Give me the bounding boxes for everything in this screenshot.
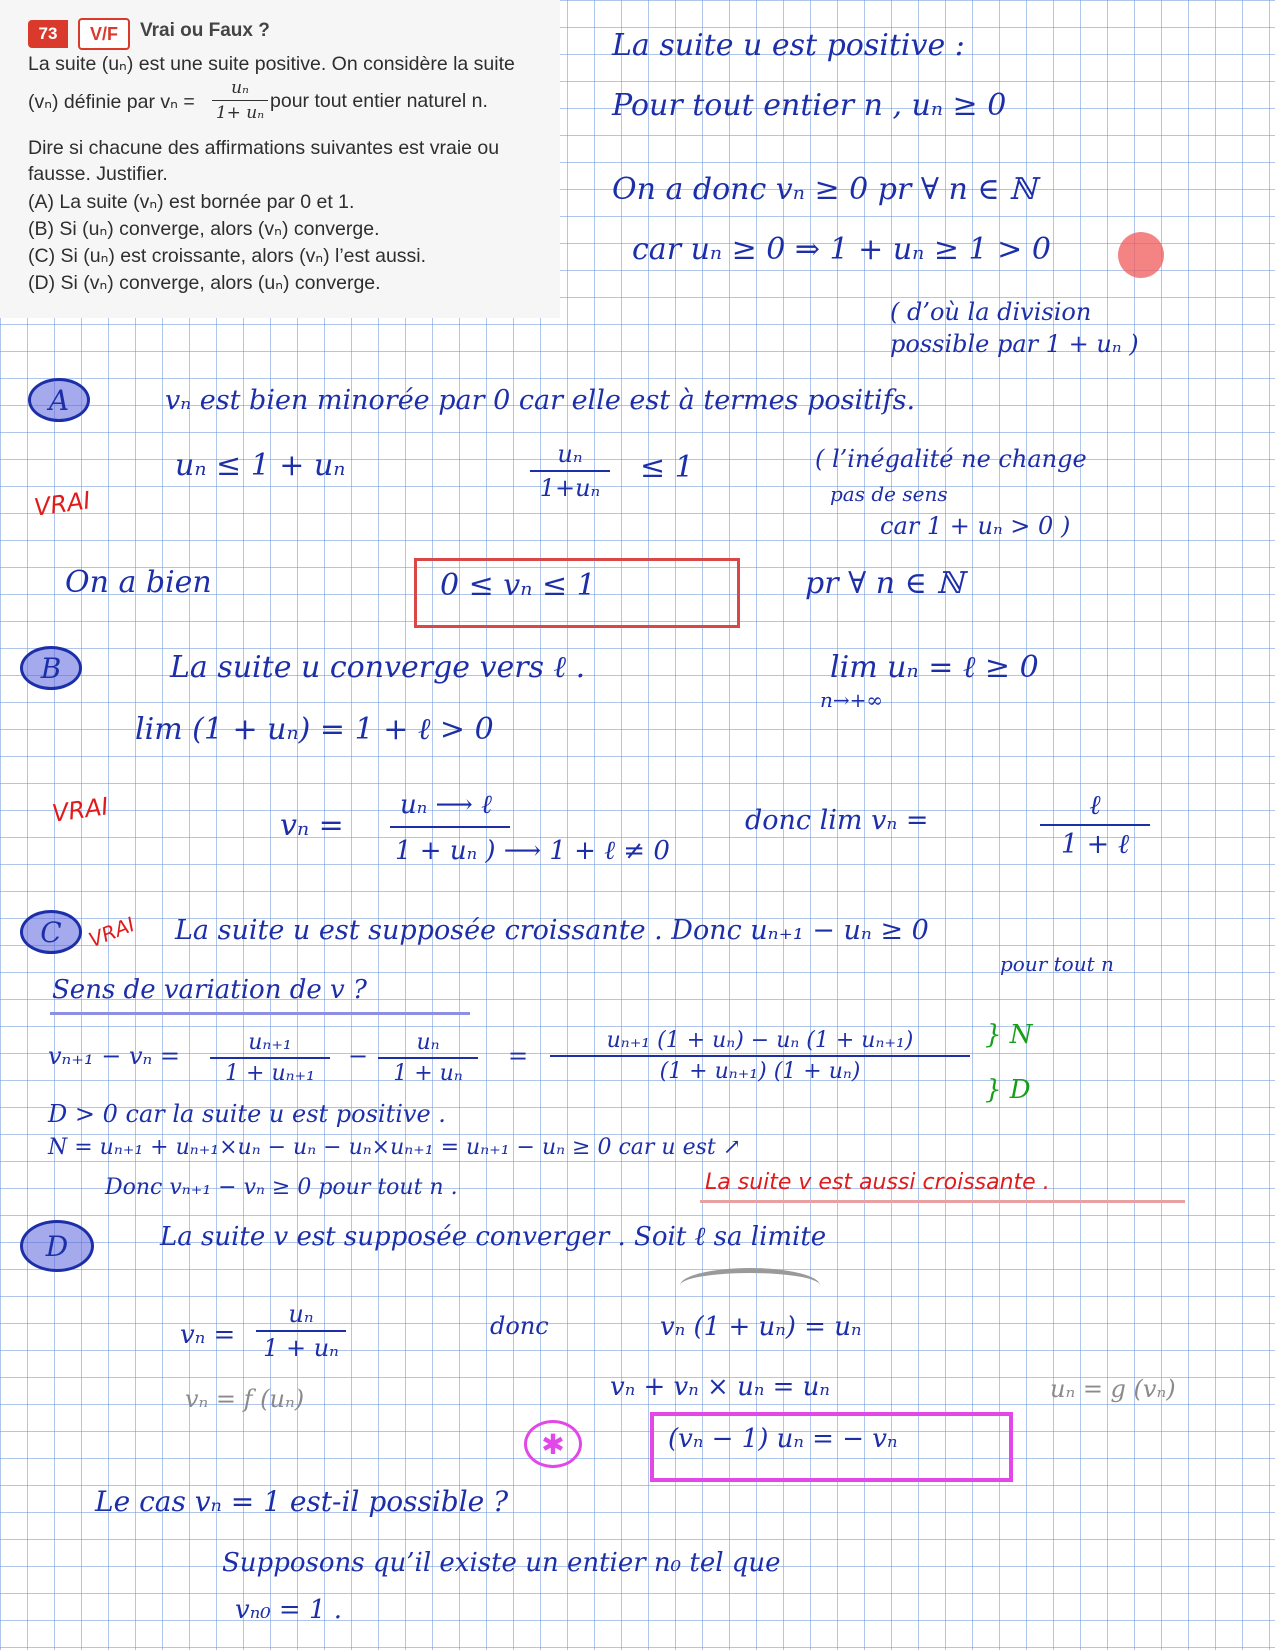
exercise-box (0, 0, 560, 318)
d-fraction (256, 1300, 346, 1362)
exercise-fraction (212, 78, 268, 123)
a-verdict: VRAI (32, 486, 93, 522)
c-f3-den: (1 + uₙ₊₁) (1 + uₙ) (659, 1059, 861, 1084)
a-fraction (530, 440, 610, 502)
d-suppose: Supposons qu’il existe un entier n₀ tel que (222, 1548, 781, 1578)
note-for-all-n: Pour tout entier n , uₙ ≥ 0 (612, 88, 1007, 123)
fraction-bar (378, 1057, 478, 1059)
c-f1-den: 1 + uₙ₊₁ (225, 1061, 315, 1086)
c-f2-num: uₙ (416, 1030, 440, 1055)
d-product: vₙ (1 + uₙ) = uₙ (660, 1312, 862, 1342)
c-minus: − (348, 1042, 369, 1070)
exercise-line-4: fausse. Justifier. (28, 163, 168, 185)
d-f-of-u: vₙ = f (uₙ) (185, 1385, 305, 1413)
fraction-bar (530, 470, 610, 472)
c-result-underline (700, 1200, 1185, 1203)
c-equals: = (508, 1042, 529, 1070)
b-result-fraction (1040, 790, 1150, 860)
exercise-line-3: Dire si chacune des affirmations suivantes est vraie ou (28, 137, 500, 159)
d-question: Le cas vₙ = 1 est-il possible ? (95, 1485, 509, 1518)
d-v-equals: vₙ = (180, 1320, 236, 1350)
c-N-expansion: N = uₙ₊₁ + uₙ₊₁×uₙ − uₙ − uₙ×uₙ₊₁ = uₙ₊₁ − uₙ ≥ 0 car u est ↗ (48, 1135, 742, 1160)
note-division-2: possible par 1 + uₙ ) (890, 330, 1139, 358)
exercise-line-1: La suite (uₙ) est une suite positive. On considère la suite (28, 53, 515, 75)
d-fraction-den: 1 + uₙ (263, 1334, 339, 1362)
b-converges: La suite u converge vers ℓ . (170, 650, 586, 685)
a-for-all: pr ∀ n ∈ ℕ (805, 566, 964, 601)
d-fraction-num: uₙ (288, 1300, 314, 1328)
section-b-marker: B (20, 646, 82, 690)
b-lim-v: donc lim vₙ = (745, 805, 929, 836)
section-d-marker: D (20, 1220, 94, 1272)
d-converges: La suite v est supposée converger . Soit ℓ sa limite (160, 1222, 827, 1252)
c-fraction-3 (550, 1028, 970, 1084)
d-g-of-v: uₙ = g (vₙ) (1050, 1375, 1176, 1403)
d-expand: vₙ + vₙ × uₙ = uₙ (610, 1372, 830, 1402)
statement-a: (A) La suite (vₙ) est bornée par 0 et 1. (28, 191, 355, 213)
c-conclusion: Donc vₙ₊₁ − vₙ ≥ 0 pour tout n . (105, 1175, 458, 1200)
a-fraction-num: uₙ (557, 440, 583, 468)
c-for-all: pour tout n (1000, 952, 1114, 976)
c-f1-num: uₙ₊₁ (248, 1030, 292, 1055)
c-diff-left: vₙ₊₁ − vₙ = (48, 1042, 180, 1070)
d-v-n0: vₙ₀ = 1 . (235, 1595, 343, 1625)
c-fraction-1 (210, 1030, 330, 1086)
fraction-bar (390, 826, 510, 828)
b-limit-sub: n→+∞ (820, 688, 884, 712)
c-increasing: La suite u est supposée croissante . Donc uₙ₊₁ − uₙ ≥ 0 (175, 915, 929, 946)
c-verdict: VRAI (85, 912, 138, 952)
note-because: car uₙ ≥ 0 ⇒ 1 + uₙ ≥ 1 > 0 (632, 232, 1051, 267)
note-u-positive: La suite u est positive : (612, 28, 965, 63)
b-result-den: 1 + ℓ (1060, 829, 1130, 860)
statement-d: (D) Si (vₙ) converge, alors (uₙ) converge. (28, 272, 381, 294)
b-limit-u: lim uₙ = ℓ ≥ 0 (830, 650, 1039, 685)
fraction-bar (550, 1055, 970, 1057)
highlight-dot (1118, 232, 1164, 278)
note-division-1: ( d’où la division (890, 298, 1092, 326)
fraction-bar (256, 1330, 346, 1332)
note-v-nonnegative: On a donc vₙ ≥ 0 pr ∀ n ∈ ℕ (612, 172, 1037, 207)
b-result-num: ℓ (1089, 790, 1101, 821)
section-c-marker: C (20, 910, 82, 954)
c-variation-title: Sens de variation de v ? (52, 975, 367, 1005)
a-minorated: vₙ est bien minorée par 0 car elle est à termes positifs. (165, 385, 916, 416)
exercise-fraction-den: 1+ uₙ (215, 103, 265, 123)
b-num: uₙ ⟶ ℓ (400, 790, 492, 820)
star-marker: ✱ (524, 1420, 582, 1468)
exercise-line-2-after: pour tout entier naturel n. (270, 90, 488, 112)
exercise-fraction-num: uₙ (231, 78, 249, 98)
b-limit-sum: lim (1 + uₙ) = 1 + ℓ > 0 (135, 712, 494, 747)
b-verdict: VRAI (50, 792, 111, 828)
d-result: (vₙ − 1) uₙ = − vₙ (668, 1424, 898, 1454)
b-den: 1 + uₙ ) ⟶ 1 + ℓ ≠ 0 (395, 836, 670, 866)
true-false-badge: V/F (78, 18, 130, 50)
a-conclusion: On a bien (65, 565, 212, 600)
c-underline (50, 1012, 470, 1015)
c-result: La suite v est aussi croissante . (705, 1170, 1050, 1195)
a-note-3: car 1 + uₙ > 0 ) (880, 512, 1071, 540)
section-a-marker: A (28, 378, 90, 422)
d-donc: donc (490, 1312, 549, 1340)
c-f3-num: uₙ₊₁ (1 + uₙ) − uₙ (1 + uₙ₊₁) (606, 1028, 914, 1053)
c-fraction-2 (378, 1030, 478, 1086)
arrow-arc (680, 1268, 820, 1303)
c-N-label: } N (985, 1020, 1033, 1050)
c-f2-den: 1 + uₙ (393, 1061, 463, 1086)
a-fraction-den: 1+uₙ (539, 474, 601, 502)
statement-c: (C) Si (uₙ) est croissante, alors (vₙ) l’est aussi. (28, 245, 427, 267)
fraction-bar (212, 100, 268, 101)
fraction-bar (210, 1057, 330, 1059)
c-D-label: } D (985, 1075, 1031, 1105)
a-note-1: ( l’inégalité ne change (815, 445, 1087, 473)
exercise-title: Vrai ou Faux ? (140, 20, 270, 41)
fraction-bar (1040, 824, 1150, 826)
a-result: 0 ≤ vₙ ≤ 1 (440, 568, 596, 603)
c-D-positive: D > 0 car la suite u est positive . (48, 1100, 446, 1128)
a-le-one: ≤ 1 (640, 450, 694, 485)
a-note-2: pas de sens (830, 482, 948, 506)
exercise-number: 73 (28, 20, 68, 48)
a-inequality: uₙ ≤ 1 + uₙ (175, 448, 346, 483)
exercise-line-2-before: (vₙ) définie par vₙ = (28, 91, 195, 113)
statement-b: (B) Si (uₙ) converge, alors (vₙ) converge. (28, 218, 380, 240)
b-v-equals: vₙ = (280, 808, 344, 843)
